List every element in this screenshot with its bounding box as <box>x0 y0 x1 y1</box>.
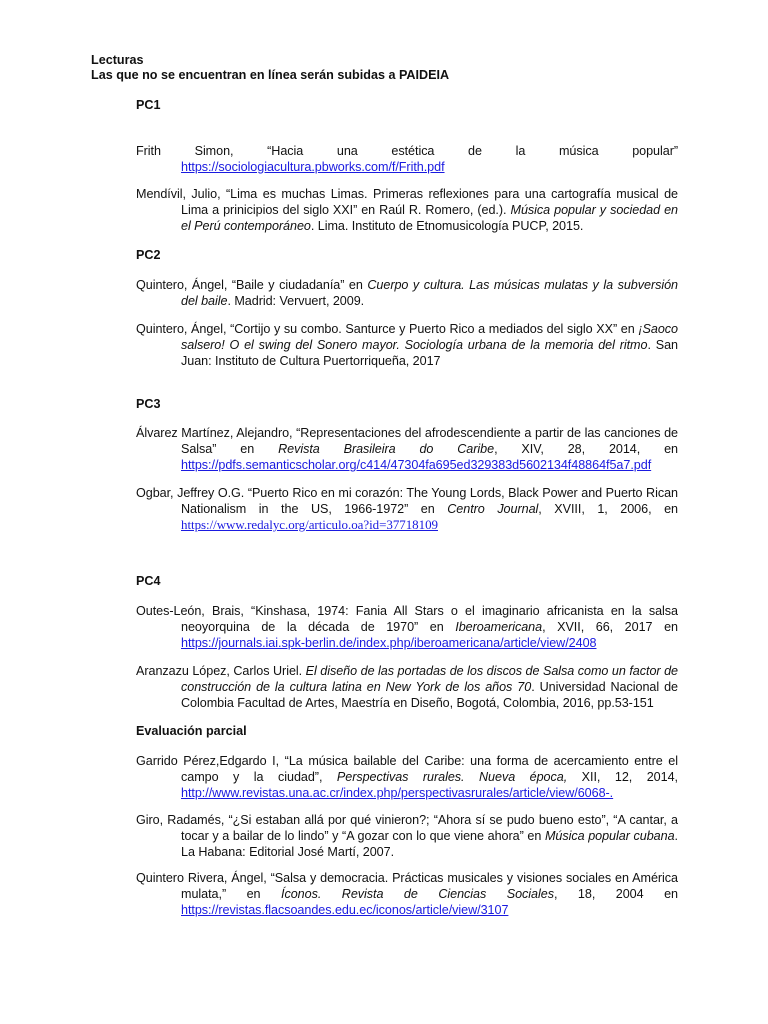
reference-quintero-baile-text: Quintero, Ángel, “Baile y ciudadanía” en <box>136 278 368 292</box>
reference-mendivil-text: Mendívil, Julio, “Lima es muchas Limas. Primeras reflexiones para una cartografía musical de Lima a prinicipios del siglo XXI” en Raúl R. Romero, (ed.). <box>136 187 678 217</box>
reference-quintero-cortijo-text: Quintero, Ángel, “Cortijo y su combo. Santurce y Puerto Rico a mediados del siglo XX” en <box>136 322 639 336</box>
reference-mendivil <box>136 186 678 234</box>
reference-outes-title: Iberoamericana <box>455 620 543 634</box>
reference-alvarez-title: Revista Brasileira do Caribe <box>278 442 495 456</box>
reference-quintero-cortijo-publisher: . San Juan: Instituto de Cultura Puertorriqueña, 2017 <box>181 338 679 368</box>
reference-outes-link[interactable]: https://journals.iai.spk-berlin.de/index.php/iberoamericana/article/view/2408 <box>181 636 597 650</box>
reference-garrido-text: Garrido Pérez,Edgardo I, “La música bailable del Caribe: una forma de acercamiento entre el campo y la ciudad”, <box>136 754 678 784</box>
reference-quintero-baile-publisher: . Madrid: Vervuert, 2009. <box>227 294 365 308</box>
reference-quintero-salsa-link[interactable]: https://revistas.flacsoandes.edu.ec/iconos/article/view/3107 <box>181 903 509 917</box>
reference-aranzazu-title: El diseño de las portadas de los discos de Salsa como un factor de construcción de la cultura latina en New York de los años 70 <box>181 664 678 694</box>
reference-ogbar-link[interactable]: https://www.redalyc.org/articulo.oa?id=37718109 <box>181 517 438 532</box>
reference-mendivil-title: Música popular y sociedad en el Perú contemporáneo <box>181 203 679 233</box>
reference-outes-text: Outes-León, Brais, “Kinshasa, 1974: Fania All Stars o el imaginario africanista en la salsa neoyorquina de la década de 1970” en <box>136 604 678 634</box>
reference-giro-publisher: . La Habana: Editorial José Martí, 2007. <box>181 829 678 859</box>
reference-alvarez-link[interactable]: https://pdfs.semanticscholar.org/c414/47304fa695ed329383d5602134f48864f5a7.pdf <box>181 458 652 472</box>
reference-ogbar-title: Centro Journal <box>447 502 539 516</box>
reference-giro-text: Giro, Radamés, “¿Si estaban allá por qué vinieron?; “Ahora sí se pudo bueno esto”, “A cantar, a tocar y a bailar de lo lindo” y “A gozar con lo que viene ahora” en <box>136 813 678 843</box>
reference-quintero-salsa-text: Quintero Rivera, Ángel, “Salsa y democracia. Prácticas musicales y visiones sociales en América mulata,” en <box>136 871 678 901</box>
reference-ogbar <box>136 485 678 533</box>
document-title: Lecturas <box>91 53 144 67</box>
reference-outes <box>136 603 678 651</box>
reference-ogbar-details: , XVIII, 1, 2006, en <box>538 502 678 516</box>
reference-quintero-salsa-details: , 18, 2004 en <box>553 887 678 901</box>
reference-quintero-salsa <box>136 870 678 918</box>
section-heading-pc1: PC1 <box>136 98 161 112</box>
reference-aranzazu-text: Aranzazu López, Carlos Uriel. <box>136 664 306 678</box>
reference-frith-text: Frith Simon, “Hacia una estética de la música popular” <box>136 144 678 158</box>
reference-mendivil-publisher: . Lima. Instituto de Etnomusicología PUCP, 2015. <box>310 219 584 233</box>
reference-outes-details: , XVII, 66, 2017 en <box>542 620 678 634</box>
reference-garrido-title: Perspectivas rurales. Nueva época, <box>336 770 568 784</box>
section-heading-pc2: PC2 <box>136 248 161 262</box>
reference-ogbar-text: Ogbar, Jeffrey O.G. “Puerto Rico en mi corazón: The Young Lords, Black Power and Puerto Rican Nationalism in the US, 1966-1972” en <box>136 486 678 516</box>
reference-giro-title: Música popular cubana <box>544 829 675 843</box>
reference-alvarez <box>136 425 678 473</box>
reference-quintero-cortijo-title: ¡Saoco salsero! O el swing del Sonero mayor. Sociología urbana de la memoria del ritmo <box>181 322 678 352</box>
reference-alvarez-text: Álvarez Martínez, Alejandro, “Representaciones del afrodescendiente a partir de las canciones de Salsa” en <box>136 426 678 456</box>
reference-aranzazu-publisher: . Universidad Nacional de Colombia Facultad de Artes, Maestría en Diseño, Bogotá, Colombia, 2016, pp.53-151 <box>181 680 678 710</box>
reference-giro <box>136 812 678 860</box>
section-heading-pc3: PC3 <box>136 397 161 411</box>
reference-frith-link[interactable]: https://sociologiacultura.pbworks.com/f/Frith.pdf <box>181 160 445 174</box>
document-subtitle: Las que no se encuentran en línea serán subidas a PAIDEIA <box>91 68 450 82</box>
section-heading-pc4: PC4 <box>136 574 161 588</box>
reference-quintero-cortijo <box>136 321 678 369</box>
reference-garrido-details: XII, 12, 2014, <box>567 770 678 784</box>
reference-garrido <box>136 753 678 801</box>
section-heading-evaluacion: Evaluación parcial <box>136 724 247 738</box>
reference-quintero-salsa-title: Íconos. Revista de Ciencias Sociales <box>281 887 554 901</box>
reference-garrido-link[interactable]: http://www.revistas.una.ac.cr/index.php/perspectivasrurales/article/view/6068-. <box>181 786 614 800</box>
reference-frith <box>136 143 678 175</box>
reference-quintero-baile-title: Cuerpo y cultura. Las músicas mulatas y la subversión del baile <box>181 278 678 308</box>
reference-aranzazu <box>136 663 678 711</box>
reference-alvarez-details: , XIV, 28, 2014, en <box>494 442 679 456</box>
reference-quintero-baile <box>136 277 678 309</box>
